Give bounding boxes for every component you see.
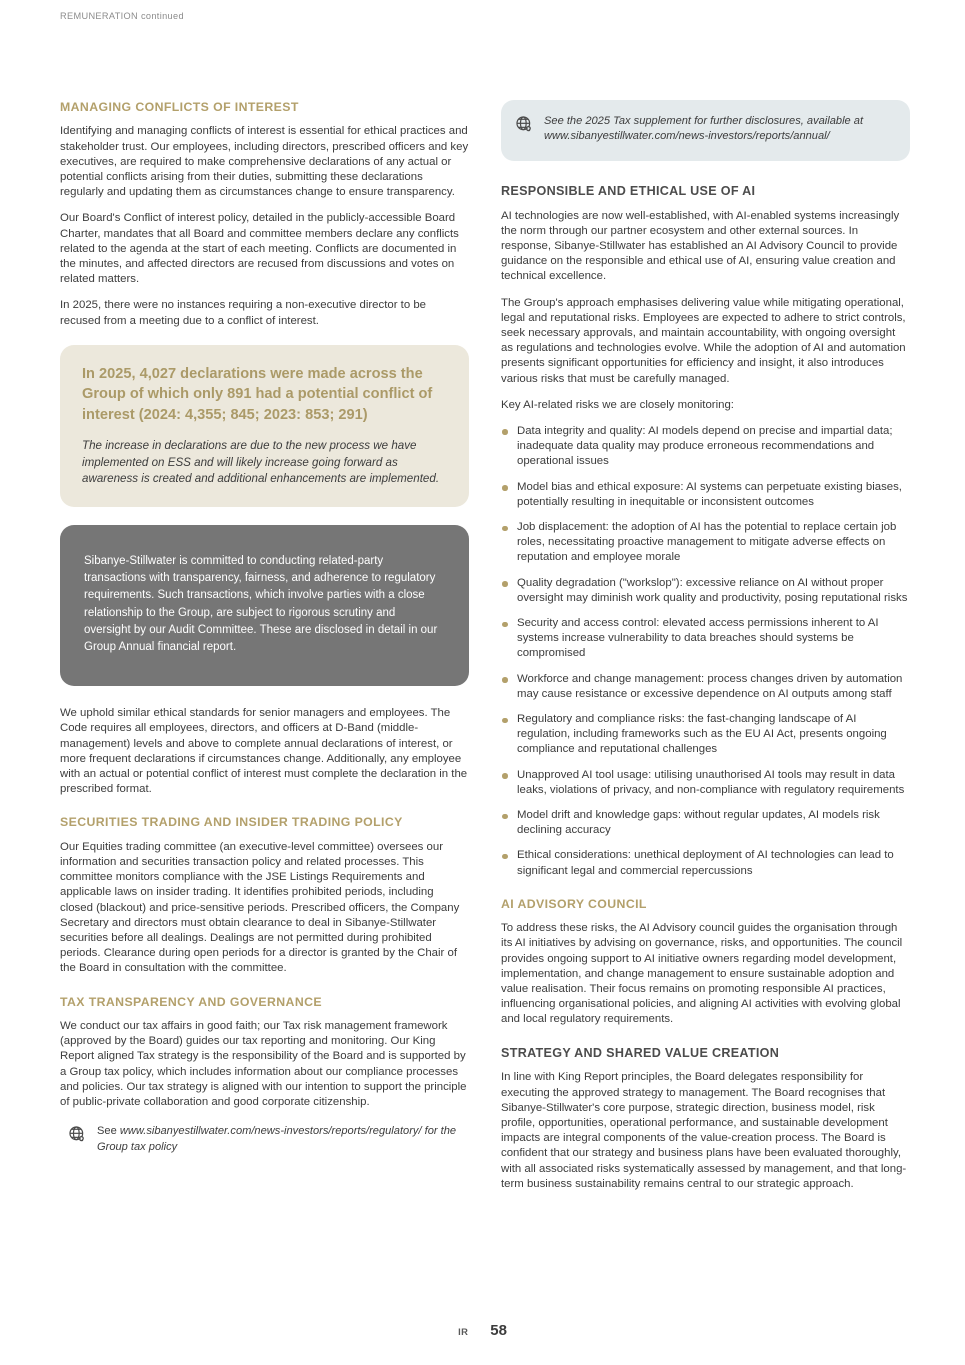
declarations-stat-note: The increase in declarations are due to the new process we have implemented on ESS and will likely increase going forward as awareness is created and additional enhancements are implemented. <box>82 439 440 485</box>
footer-page-number: 58 <box>490 1322 507 1339</box>
declarations-stat-headline: In 2025, 4,027 declarations were made across the Group of which only 891 had a potential conflict of interest (2024: 4,355; 845; 2023: 853; 291) <box>82 365 433 423</box>
declarations-stat-callout <box>60 345 469 507</box>
globe-link-icon <box>68 1125 87 1144</box>
see-suffix: for the Group tax policy <box>97 1125 457 1153</box>
paragraph-board-conflict-policy: Our Board's Conflict of interest policy, detailed in the publicly-accessible Board Charter, mandates that all Board and committee members declare any conflicts related to the agenda at the start of each meeting. Conflicts are documented in the minutes, and affected directors are recused from discussions and votes on related matters. <box>60 212 459 286</box>
globe-link-icon <box>515 115 534 134</box>
heading-securities-trading-policy: SECURITIES TRADING AND INSIDER TRADING POLICY <box>60 815 403 830</box>
list-item: Ethical considerations: unethical deployment of AI technologies can lead to significant legal and commercial repercussions <box>501 848 910 878</box>
tax-supplement-reference-box[interactable] <box>501 100 910 161</box>
list-item: Workforce and change management: process changes driven by automation may cause resistance or excessive dependence on AI outputs among staff <box>501 672 910 702</box>
paragraph-ai-technologies: AI technologies are now well-established, with AI-enabled systems increasingly the norm through our partner ecosystem and other external sources. In response, Sibanye-Stillwater has established an AI Advisory Council to provide guidance on the responsible and ethical use of AI, ensuring value creation and technical excellence. <box>501 209 900 283</box>
tax-supplement-reference-text: See the 2025 Tax supplement for further disclosures, available at www.sibanyestillwater.com/news-investors/reports/annual/ <box>544 115 864 143</box>
tax-policy-see-link[interactable] <box>68 1124 469 1155</box>
paragraph-group-approach: The Group's approach emphasises delivering value while mitigating operational, legal and reputational risks. Employees are expected to adhere to strict controls, seek necessary approvals, and maintain accountability, with ongoing oversight as regulations and technologies evolve. While the adoption of AI and automation presents significant opportunities for efficiency and insight, it also introduces various risks that must be carefully managed. <box>501 296 906 385</box>
list-item: Unapproved AI tool usage: utilising unauthorised AI tools may result in data leaks, violations of privacy, and non-compliance with regulatory requirements <box>501 768 910 798</box>
ai-risks-list <box>501 424 910 879</box>
list-item: Data integrity and quality: AI models depend on precise and impartial data; inadequate data quality may produce erroneous recommendations and operational issues <box>501 424 910 470</box>
right-column <box>501 100 910 1192</box>
list-item: Quality degradation ("workslop"): excessive reliance on AI without proper oversight may diminish work quality and productivity, posing reputational risks <box>501 576 910 606</box>
paragraph-conflicts-intro: Identifying and managing conflicts of interest is essential for ethical practices and stakeholder trust. Our employees, including directors, prescribed officers and key executives, are required to make comprehensive declarations of any actual or potential conflicts arising from their duties, submitting these declarations regularly and updating them as circumstances change to ensure transparency. <box>60 125 469 199</box>
paragraph-no-recusals-2025: In 2025, there were no instances requiring a non-executive director to be recused from a meeting due to a conflict of interest. <box>60 299 426 327</box>
two-column-layout <box>60 100 910 1192</box>
list-item: Model drift and knowledge gaps: without regular updates, AI models risk declining accuracy <box>501 808 910 838</box>
heading-ai-advisory-council: AI ADVISORY COUNCIL <box>501 896 647 911</box>
paragraph-ai-advisory-council: To address these risks, the AI Advisory council guides the organisation through its AI initiatives by advising on governance, risks, and opportunities. The council provides ongoing support to AI initiative owners regarding model development, implementation, and change management to ensure sustainable adoption and value realisation. Their focus remains on promoting responsible AI practices, influencing organisational policies, and aligning AI activities with evolving global and local regulatory requirements. <box>501 922 903 1026</box>
tax-policy-url[interactable]: www.sibanyestillwater.com/news-investors/reports/regulatory/ <box>119 1125 422 1138</box>
left-column <box>60 100 469 1192</box>
see-prefix: See <box>97 1125 120 1138</box>
heading-tax-transparency-governance: TAX TRANSPARENCY AND GOVERNANCE <box>60 994 322 1009</box>
page-footer <box>0 1322 965 1339</box>
paragraph-tax-affairs: We conduct our tax affairs in good faith; our Tax risk management framework (approved by the Board) guides our tax reporting and monitoring. Our King Report aligned Tax strategy is the responsibility of the Board and is supported by a Group tax policy, which includes information about our compliance processes and policies. Our tax strategy is aligned with our intention to support the principle of public-private collaboration and good corporate citizenship. <box>60 1019 467 1108</box>
heading-strategy-shared-value-creation: STRATEGY AND SHARED VALUE CREATION <box>501 1045 780 1060</box>
heading-responsible-ethical-use-of-ai: RESPONSIBLE AND ETHICAL USE OF AI <box>501 183 756 198</box>
paragraph-strategy-value-creation: In line with King Report principles, the Board delegates responsibility for executing the approved strategy to management. The Board recognises that Sibanye-Stillwater's core purpose, strategic direction, business model, risk profile, opportunities, operational performance, and sustainable development impacts are integral components of the value-creation process. The Board is confident that our strategy and business plans have been evaluated thoroughly, with all associated risks systematically assessed by management, and that long-term business sustainability remains central to our strategic approach. <box>501 1071 907 1190</box>
related-party-transactions-callout <box>60 525 469 686</box>
paragraph-ethical-standards-code: We uphold similar ethical standards for senior managers and employees. The Code requires all employees, directors, and officers at D-Band (middle-management) levels and above to complete annual declarations of interest, or more frequent declarations if circumstances change. Additionally, any employee with an actual or potential conflict of interest must complete the declaration in the prescribed format. <box>60 707 468 796</box>
paragraph-key-ai-risks-intro: Key AI-related risks we are closely monitoring: <box>501 398 734 411</box>
running-header: REMUNERATION continued <box>60 11 184 21</box>
related-party-transactions-text: Sibanye-Stillwater is committed to conducting related-party transactions with transparency, fairness, and adherence to regulatory requirements. Such transactions, which involve parties with a close relationship to the Group, are subject to rigorous scrutiny and oversight by our Audit Committee. These are disclosed in detail in our Group Annual financial report. <box>84 554 438 653</box>
list-item: Security and access control: elevated access permissions inherent to AI systems increase vulnerability to data breaches should systems be compromised <box>501 616 910 662</box>
paragraph-equities-trading-committee: Our Equities trading committee (an executive-level committee) oversees our information and securities transaction policy and related processes. This committee monitors compliance with the JSE Listings Requirements and applicable laws on insider trading. It identifies prohibited periods, including closed (blackout) and price-sensitive periods. Prescribed officers, the Company Secretary and directors must obtain clearance to deal in Sibanye-Stillwater securities before all dealings. Dealings are not permitted during prohibited periods. Clearance during open periods for a director is granted by the Chair of the Board in consultation with the committee. <box>60 840 460 975</box>
tax-policy-see-link-text <box>97 1124 469 1155</box>
footer-report-label: IR <box>458 1326 469 1337</box>
list-item: Job displacement: the adoption of AI has the potential to replace certain job roles, necessitating proactive management to mitigate adverse effects on reputation and employee morale <box>501 520 910 566</box>
heading-managing-conflicts-of-interest: MANAGING CONFLICTS OF INTEREST <box>60 100 299 114</box>
list-item: Regulatory and compliance risks: the fast-changing landscape of AI regulation, including frameworks such as the EU AI Act, presents ongoing compliance and reputational challenges <box>501 712 910 758</box>
list-item: Model bias and ethical exposure: AI systems can perpetuate existing biases, potentially resulting in inequitable or inconsistent outcomes <box>501 480 910 510</box>
